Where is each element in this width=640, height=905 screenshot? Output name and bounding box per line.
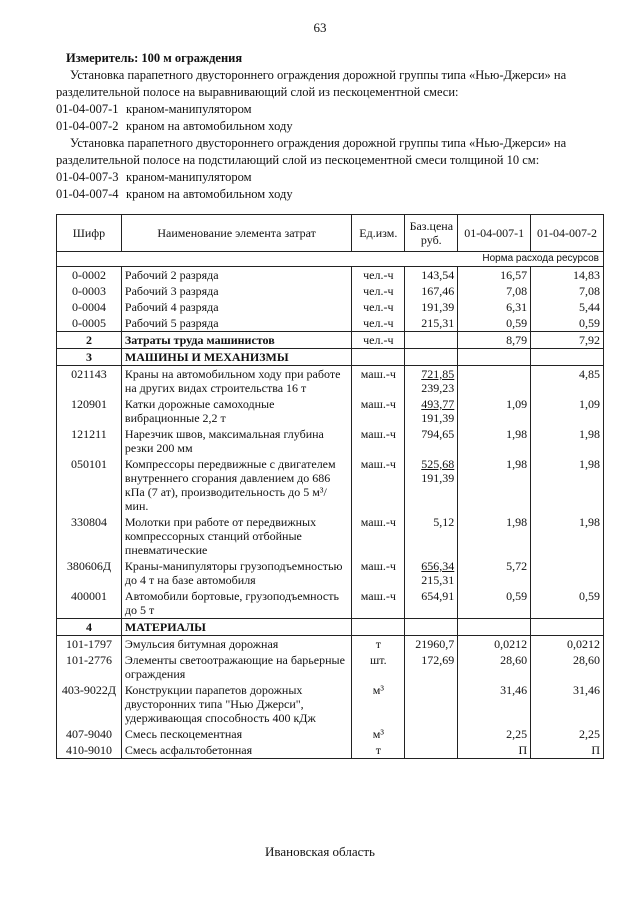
cell-value-2: 0,59 (531, 588, 604, 619)
cell-unit: т (352, 742, 405, 759)
code-line (56, 186, 616, 203)
code-line (56, 118, 616, 135)
cell-code: 050101 (57, 456, 122, 514)
cell-value-1: 28,60 (458, 652, 531, 682)
table-row (57, 558, 604, 588)
section-row (57, 332, 604, 349)
code-number: 01-04-007-2 (56, 119, 119, 133)
table-row (57, 315, 604, 332)
cell-value-1 (458, 349, 531, 366)
cell-name: Краны на автомобильном ходу при работе на других видах строительства 16 т (121, 366, 351, 397)
cell-value-1: П (458, 742, 531, 759)
cell-unit: шт. (352, 652, 405, 682)
cell-name: Рабочий 5 разряда (121, 315, 351, 332)
cell-name: МАШИНЫ И МЕХАНИЗМЫ (121, 349, 351, 366)
header-col-2: 01-04-007-2 (531, 215, 604, 252)
cell-value-1: 0,59 (458, 315, 531, 332)
cell-price: 5,12 (405, 514, 458, 558)
table-row (57, 267, 604, 284)
code-description: краном-манипулятором (126, 102, 252, 116)
cell-value-2: 5,44 (531, 299, 604, 315)
cell-price (405, 619, 458, 636)
cell-code: 021143 (57, 366, 122, 397)
cell-price: 167,46 (405, 283, 458, 299)
cell-value-2: 7,08 (531, 283, 604, 299)
table-row (57, 636, 604, 653)
table-row (57, 366, 604, 397)
cell-name: Затраты труда машинистов (121, 332, 351, 349)
norm-label: Норма расхода ресурсов (57, 252, 604, 267)
cell-value-2: 4,85 (531, 366, 604, 397)
cell-code: 2 (57, 332, 122, 349)
cell-unit: маш.-ч (352, 456, 405, 514)
cell-price (405, 682, 458, 726)
cell-price: 794,65 (405, 426, 458, 456)
code-line (56, 169, 616, 186)
table-row (57, 682, 604, 726)
header-price: Баз.цена руб. (405, 215, 458, 252)
cell-name: Краны-манипуляторы грузоподъемностью до 4 т на базе автомобиля (121, 558, 351, 588)
code-number: 01-04-007-1 (56, 102, 119, 116)
description-2: Установка парапетного двустороннего ограждения дорожной группы типа «Нью-Джерси» на разделительной полосе на подстилающий слой из пескоцементной смеси толщиной 10 см: (56, 136, 567, 167)
cell-name: Конструкции парапетов дорожных двусторонних типа "Нью Джерси", удерживающая способность 400 кДж (121, 682, 351, 726)
cell-unit: маш.-ч (352, 514, 405, 558)
cell-code: 407-9040 (57, 726, 122, 742)
cell-price (405, 332, 458, 349)
cell-price (405, 742, 458, 759)
code-description: краном-манипулятором (126, 170, 252, 184)
cell-price (405, 396, 458, 426)
cell-value-1: 1,98 (458, 456, 531, 514)
price-wage: 239,23 (421, 381, 455, 395)
cell-value-2: 28,60 (531, 652, 604, 682)
cell-unit: чел.-ч (352, 267, 405, 284)
cell-price (405, 349, 458, 366)
cell-price: 191,39 (405, 299, 458, 315)
cell-value-2 (531, 558, 604, 588)
cell-unit: чел.-ч (352, 332, 405, 349)
cell-code: 403-9022Д (57, 682, 122, 726)
header-code: Шифр (57, 215, 122, 252)
cell-code: 4 (57, 619, 122, 636)
cell-value-2: 0,0212 (531, 636, 604, 653)
cell-value-2: 14,83 (531, 267, 604, 284)
code-number: 01-04-007-4 (56, 187, 119, 201)
table-row (57, 742, 604, 759)
code-line (56, 101, 616, 118)
price-total: 721,85 (421, 367, 455, 381)
table-row (57, 426, 604, 456)
cell-code: 400001 (57, 588, 122, 619)
cell-value-1: 1,98 (458, 514, 531, 558)
table-row (57, 652, 604, 682)
cell-name: Рабочий 2 разряда (121, 267, 351, 284)
cell-code: 0-0003 (57, 283, 122, 299)
cell-price (405, 456, 458, 514)
cell-name: Смесь пескоцементная (121, 726, 351, 742)
header-unit: Ед.изм. (352, 215, 405, 252)
cell-name: Эмульсия битумная дорожная (121, 636, 351, 653)
cell-code: 0-0005 (57, 315, 122, 332)
cell-name: Молотки при работе от передвижных компрессорных станций отбойные пневматические (121, 514, 351, 558)
header-col-1: 01-04-007-1 (458, 215, 531, 252)
cell-name: Компрессоры передвижные с двигателем внутреннего сгорания давлением до 686 кПа (7 ат), производительность до 5 м³/мин. (121, 456, 351, 514)
cell-value-2: 0,59 (531, 315, 604, 332)
table-row (57, 588, 604, 619)
cell-price (405, 726, 458, 742)
cell-value-1: 16,57 (458, 267, 531, 284)
cell-unit (352, 619, 405, 636)
header-name: Наименование элемента затрат (121, 215, 351, 252)
cell-value-1: 7,08 (458, 283, 531, 299)
cell-name: Рабочий 4 разряда (121, 299, 351, 315)
cell-price (405, 558, 458, 588)
cell-value-1: 0,59 (458, 588, 531, 619)
cell-value-1: 1,98 (458, 426, 531, 456)
cell-code: 121211 (57, 426, 122, 456)
cell-value-1: 0,0212 (458, 636, 531, 653)
cell-name: Рабочий 3 разряда (121, 283, 351, 299)
cell-name: Смесь асфальтобетонная (121, 742, 351, 759)
cell-value-2 (531, 349, 604, 366)
cell-code: 0-0004 (57, 299, 122, 315)
cell-name: Нарезчик швов, максимальная глубина резки 200 мм (121, 426, 351, 456)
price-wage: 215,31 (421, 573, 455, 587)
cell-value-1 (458, 366, 531, 397)
cell-unit: т (352, 636, 405, 653)
cell-value-2: 1,09 (531, 396, 604, 426)
section-row (57, 619, 604, 636)
price-total: 525,68 (421, 457, 455, 471)
cell-name: Катки дорожные самоходные вибрационные 2,2 т (121, 396, 351, 426)
cell-code: 101-1797 (57, 636, 122, 653)
cell-value-2: 1,98 (531, 456, 604, 514)
price-wage: 191,39 (421, 471, 455, 485)
price-total: 656,34 (421, 559, 455, 573)
price-total: 493,77 (421, 397, 455, 411)
cell-price: 654,91 (405, 588, 458, 619)
cell-value-1: 6,31 (458, 299, 531, 315)
cell-unit (352, 349, 405, 366)
table-row (57, 299, 604, 315)
cell-price (405, 366, 458, 397)
cell-price: 143,54 (405, 267, 458, 284)
cell-code: 410-9010 (57, 742, 122, 759)
cell-unit: чел.-ч (352, 315, 405, 332)
table-row (57, 456, 604, 514)
code-description: краном на автомобильном ходу (126, 119, 293, 133)
cell-value-1: 2,25 (458, 726, 531, 742)
cell-name: МАТЕРИАЛЫ (121, 619, 351, 636)
cell-value-2: 7,92 (531, 332, 604, 349)
cell-name: Элементы светоотражающие на барьерные ограждения (121, 652, 351, 682)
cell-price: 215,31 (405, 315, 458, 332)
table-row (57, 283, 604, 299)
cell-value-2: 1,98 (531, 426, 604, 456)
cell-value-2: П (531, 742, 604, 759)
cell-value-2: 31,46 (531, 682, 604, 726)
norm-row (57, 252, 604, 267)
cell-code: 330804 (57, 514, 122, 558)
description-1: Установка парапетного двустороннего ограждения дорожной группы типа «Нью-Джерси» на разделительной полосе на выравнивающий слой из пескоцементной смеси: (56, 68, 567, 99)
meter-heading: Измеритель: 100 м ограждения (66, 51, 243, 65)
code-number: 01-04-007-3 (56, 170, 119, 184)
table-header-row (57, 215, 604, 252)
cell-unit: маш.-ч (352, 588, 405, 619)
cell-value-1 (458, 619, 531, 636)
cell-unit: маш.-ч (352, 426, 405, 456)
cell-price: 21960,7 (405, 636, 458, 653)
cell-unit: м³ (352, 682, 405, 726)
price-wage: 191,39 (421, 411, 455, 425)
cell-value-1: 8,79 (458, 332, 531, 349)
cell-name: Автомобили бортовые, грузоподъемность до 5 т (121, 588, 351, 619)
section-row (57, 349, 604, 366)
cell-value-2: 2,25 (531, 726, 604, 742)
cell-code: 380606Д (57, 558, 122, 588)
cell-value-1: 31,46 (458, 682, 531, 726)
page-footer: Ивановская область (265, 844, 375, 859)
cell-code: 3 (57, 349, 122, 366)
cell-code: 120901 (57, 396, 122, 426)
cell-code: 0-0002 (57, 267, 122, 284)
cell-unit: маш.-ч (352, 558, 405, 588)
cell-value-2 (531, 619, 604, 636)
cell-unit: маш.-ч (352, 366, 405, 397)
cell-unit: чел.-ч (352, 283, 405, 299)
table-row (57, 514, 604, 558)
code-description: краном на автомобильном ходу (126, 187, 293, 201)
cell-value-1: 1,09 (458, 396, 531, 426)
intro-block (56, 50, 616, 203)
cell-value-1: 5,72 (458, 558, 531, 588)
cell-value-2: 1,98 (531, 514, 604, 558)
page-number: 63 (313, 20, 327, 35)
table-row (57, 396, 604, 426)
cell-unit: чел.-ч (352, 299, 405, 315)
cell-unit: маш.-ч (352, 396, 405, 426)
resource-table (56, 214, 604, 759)
cell-code: 101-2776 (57, 652, 122, 682)
table-row (57, 726, 604, 742)
cell-price: 172,69 (405, 652, 458, 682)
cell-unit: м³ (352, 726, 405, 742)
